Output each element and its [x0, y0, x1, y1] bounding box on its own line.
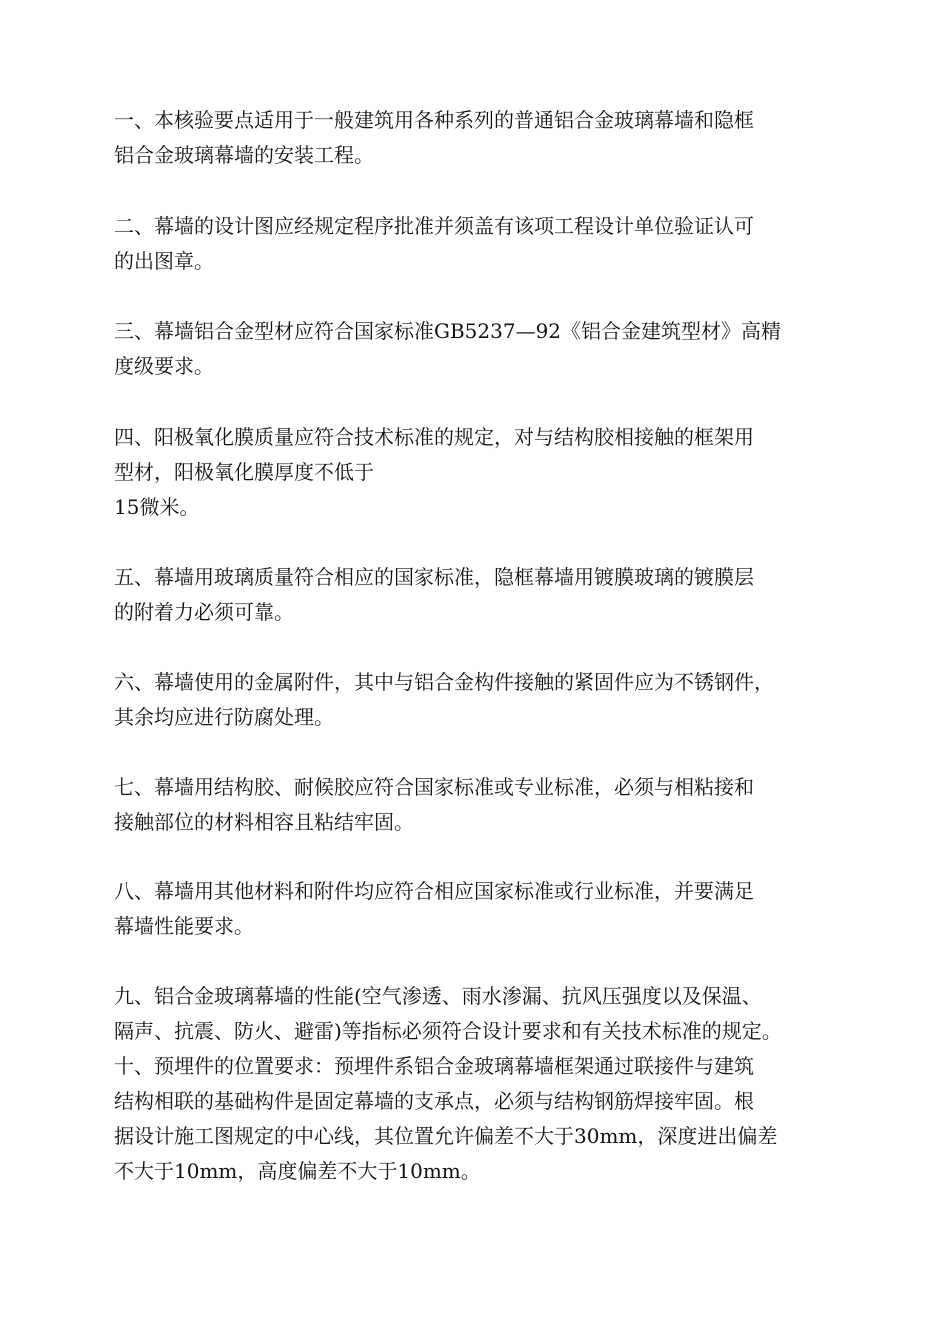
- text-line: 的出图章。: [114, 249, 214, 273]
- text-line: 四、阳极氧化膜质量应符合技术标准的规定，对与结构胶相接触的框架用: [114, 425, 754, 449]
- text-line: 结构相联的基础构件是固定幕墙的支承点，必须与结构钢筋焊接牢固。根: [114, 1089, 754, 1113]
- paragraph-2: [114, 209, 844, 279]
- paragraph-7: [114, 770, 844, 840]
- text-line: 型材，阳极氧化膜厚度不低于: [114, 460, 374, 484]
- text-line: 二、幕墙的设计图应经规定程序批准并须盖有该项工程设计单位验证认可: [114, 214, 754, 238]
- text-line: 隔声、抗震、防火、避雷)等指标必须符合设计要求和有关技术标准的规定。: [114, 1019, 782, 1043]
- text-line: 不大于10mm，高度偏差不大于10mm。: [114, 1159, 481, 1183]
- paragraph-5: [114, 560, 844, 630]
- text-line: 幕墙性能要求。: [114, 914, 254, 938]
- text-line: 六、幕墙使用的金属附件，其中与铝合金构件接触的紧固件应为不锈钢件，: [114, 670, 774, 694]
- text-line: 15微米。: [114, 495, 200, 519]
- text-line: 度级要求。: [114, 354, 214, 378]
- paragraph-8: [114, 874, 844, 944]
- text-line: 九、铝合金玻璃幕墙的性能(空气渗透、雨水渗漏、抗风压强度以及保温、: [114, 984, 762, 1008]
- paragraph-6: [114, 665, 844, 735]
- paragraph-1: [114, 103, 844, 173]
- text-line: 一、本核验要点适用于一般建筑用各种系列的普通铝合金玻璃幕墙和隐框: [114, 108, 754, 132]
- text-line: 七、幕墙用结构胶、耐候胶应符合国家标准或专业标准，必须与相粘接和: [114, 775, 754, 799]
- text-line: 铝合金玻璃幕墙的安装工程。: [114, 143, 374, 167]
- text-line: 八、幕墙用其他材料和附件均应符合相应国家标准或行业标准，并要满足: [114, 879, 754, 903]
- paragraph-9: [114, 979, 844, 1189]
- text-line: 其余均应进行防腐处理。: [114, 705, 334, 729]
- text-line: 的附着力必须可靠。: [114, 600, 294, 624]
- text-line: 接触部位的材料相容且粘结牢固。: [114, 810, 414, 834]
- paragraph-4: [114, 420, 844, 525]
- text-line: 五、幕墙用玻璃质量符合相应的国家标准，隐框幕墙用镀膜玻璃的镀膜层: [114, 565, 754, 589]
- paragraph-3: [114, 314, 844, 384]
- text-line: 三、幕墙铝合金型材应符合国家标准GB5237—92《铝合金建筑型材》高精: [114, 319, 782, 343]
- text-line: 十、预埋件的位置要求：预埋件系铝合金玻璃幕墙框架通过联接件与建筑: [114, 1054, 754, 1078]
- text-line: 据设计施工图规定的中心线，其位置允许偏差不大于30mm，深度进出偏差: [114, 1124, 778, 1148]
